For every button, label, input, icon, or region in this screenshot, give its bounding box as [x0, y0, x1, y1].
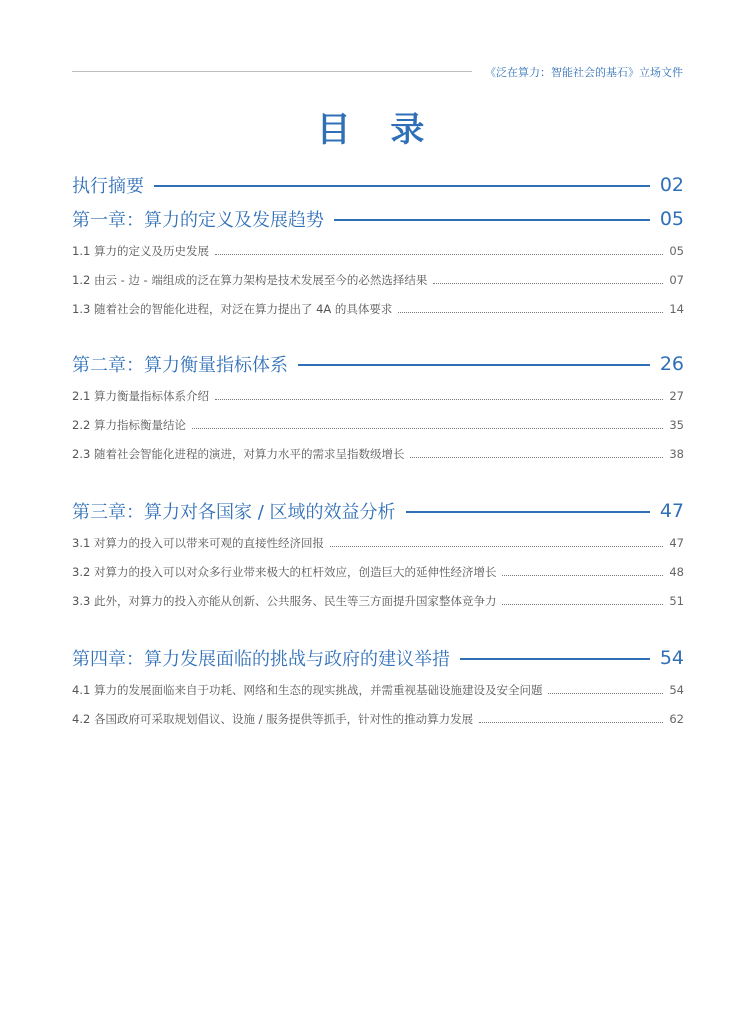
- section-title: 4.2 各国政府可采取规划倡议、设施 / 服务提供等抓手，针对性的推动算力发展: [72, 711, 474, 726]
- section-title: 2.3 随着社会智能化进程的演进，对算力水平的需求呈指数级增长: [72, 446, 405, 461]
- toc-entry-chapter-3[interactable]: [72, 494, 684, 528]
- page-number: 27: [669, 388, 684, 403]
- page-number: 47: [659, 500, 684, 522]
- chapter-title: 第四章：算力发展面临的挑战与政府的建议举措: [72, 649, 450, 670]
- page-number: 47: [669, 535, 684, 550]
- toc-entry-section-3-1[interactable]: [72, 528, 684, 557]
- section-title: 2.1 算力衡量指标体系介绍: [72, 388, 209, 403]
- page-number: 07: [669, 272, 684, 287]
- page-number: 48: [669, 564, 684, 579]
- dotted-leader: [548, 693, 663, 694]
- toc-title: 目 录: [316, 110, 439, 150]
- toc-entry-chapter-1[interactable]: [72, 202, 684, 236]
- toc-entry-chapter-4[interactable]: [72, 641, 684, 675]
- section-title: 1.2 由云 - 边 - 端组成的泛在算力架构是技术发展至今的必然选择结果: [72, 272, 428, 287]
- dotted-leader: [502, 575, 663, 576]
- toc-entry-section-1-3[interactable]: [72, 294, 684, 323]
- section-title: 3.2 对算力的投入可以对众多行业带来极大的杠杆效应，创造巨大的延伸性经济增长: [72, 564, 497, 579]
- section-title: 3.3 此外，对算力的投入亦能从创新、公共服务、民生等三方面提升国家整体竞争力: [72, 593, 497, 608]
- dotted-leader: [215, 399, 663, 400]
- table-of-contents: [72, 168, 684, 733]
- leader-line: [298, 364, 650, 366]
- page-number: 35: [669, 417, 684, 432]
- toc-entry-section-1-2[interactable]: [72, 265, 684, 294]
- page-number: 38: [669, 446, 684, 461]
- toc-entry-section-3-2[interactable]: [72, 557, 684, 586]
- chapter-title: 第二章：算力衡量指标体系: [72, 355, 288, 376]
- toc-entry-section-4-1[interactable]: [72, 675, 684, 704]
- dotted-leader: [192, 428, 663, 429]
- section-title: 2.2 算力指标衡量结论: [72, 417, 186, 432]
- leader-line: [406, 511, 650, 513]
- dotted-leader: [398, 312, 663, 313]
- toc-entry-executive-summary[interactable]: [72, 168, 684, 202]
- dotted-leader: [433, 283, 663, 284]
- dotted-leader: [215, 254, 663, 255]
- toc-entry-section-2-3[interactable]: [72, 439, 684, 468]
- page-number: 62: [669, 711, 684, 726]
- document-subtitle: 《泛在算力：智能社会的基石》立场文件: [485, 66, 683, 79]
- leader-line: [334, 219, 650, 221]
- page-number: 02: [659, 174, 684, 196]
- toc-entry-section-2-2[interactable]: [72, 410, 684, 439]
- chapter-title: 执行摘要: [72, 176, 144, 197]
- toc-entry-section-1-1[interactable]: [72, 236, 684, 265]
- spacer: [72, 468, 684, 494]
- page-number: 26: [659, 353, 684, 375]
- toc-entry-section-2-1[interactable]: [72, 381, 684, 410]
- section-title: 3.1 对算力的投入可以带来可观的直接性经济回报: [72, 535, 324, 550]
- chapter-title: 第三章：算力对各国家 / 区域的效益分析: [72, 502, 396, 523]
- page-number: 05: [659, 208, 684, 230]
- header-rule: [72, 71, 472, 72]
- spacer: [72, 323, 684, 347]
- dotted-leader: [479, 722, 663, 723]
- page-number: 14: [669, 301, 684, 316]
- dotted-leader: [410, 457, 663, 458]
- page-number: 51: [669, 593, 684, 608]
- spacer: [72, 615, 684, 641]
- page-number: 54: [659, 647, 684, 669]
- section-title: 1.1 算力的定义及历史发展: [72, 243, 209, 258]
- toc-entry-chapter-2[interactable]: [72, 347, 684, 381]
- leader-line: [154, 185, 650, 187]
- toc-entry-section-4-2[interactable]: [72, 704, 684, 733]
- dotted-leader: [502, 604, 663, 605]
- page-number: 54: [669, 682, 684, 697]
- leader-line: [460, 658, 650, 660]
- dotted-leader: [330, 546, 663, 547]
- page-number: 05: [669, 243, 684, 258]
- chapter-title: 第一章：算力的定义及发展趋势: [72, 210, 324, 231]
- section-title: 4.1 算力的发展面临来自于功耗、网络和生态的现实挑战，并需重视基础设施建设及安全问题: [72, 682, 543, 697]
- toc-entry-section-3-3[interactable]: [72, 586, 684, 615]
- section-title: 1.3 随着社会的智能化进程，对泛在算力提出了 4A 的具体要求: [72, 301, 393, 316]
